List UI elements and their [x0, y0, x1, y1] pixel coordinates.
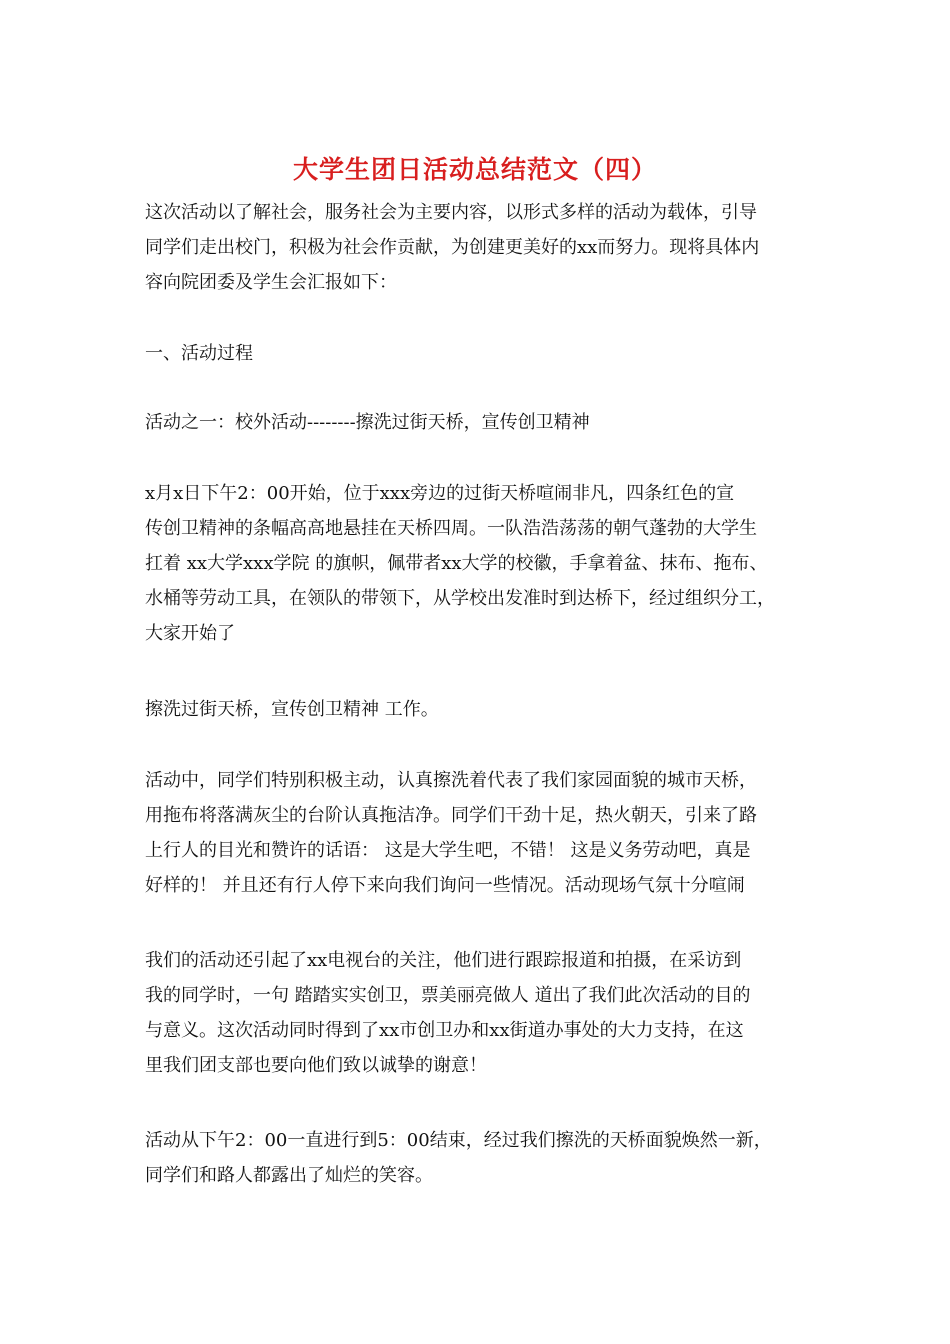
text-line: 容向院团委及学生会汇报如下： — [145, 272, 397, 293]
text-line: 一、活动过程 — [145, 343, 253, 364]
text-line: 与意义。这次活动同时得到了xx市创卫办和xx街道办事处的大力支持，在这 — [145, 1020, 744, 1041]
text-line: 同学们走出校门，积极为社会作贡献，为创建更美好的xx而努力。现将具体内 — [145, 237, 760, 258]
text-line: 擦洗过街天桥，宣传创卫精神 工作。 — [145, 699, 439, 720]
text-line: 传创卫精神的条幅高高地悬挂在天桥四周。一队浩浩荡荡的朝气蓬勃的大学生 — [145, 518, 757, 539]
text-line: 活动中，同学们特别积极主动，认真擦洗着代表了我们家园面貌的城市天桥， — [145, 770, 757, 791]
paragraph-ending — [145, 1123, 835, 1193]
text-line: 大家开始了 — [145, 623, 235, 644]
text-line: 同学们和路人都露出了灿烂的笑容。 — [145, 1165, 433, 1186]
text-line: 活动从下午2：00一直进行到5：00结束，经过我们擦洗的天桥面貌焕然一新， — [145, 1130, 772, 1151]
text-line: 里我们团支部也要向他们致以诚挚的谢意！ — [145, 1055, 487, 1076]
text-line: 好样的！ 并且还有行人停下来向我们询问一些情况。活动现场气氛十分喧闹 — [145, 875, 745, 896]
text-line: 我的同学时，一句 踏踏实实创卫，票美丽亮做人 道出了我们此次活动的目的 — [145, 985, 751, 1006]
activity-heading — [145, 405, 835, 440]
text-line: 我们的活动还引起了xx电视台的关注，他们进行跟踪报道和拍摄，在采访到 — [145, 950, 742, 971]
text-line: 上行人的目光和赞许的话语： 这是大学生吧，不错！ 这是义务劳动吧，真是 — [145, 840, 751, 861]
paragraph-activity-start — [145, 476, 835, 651]
text-line: 扛着 xx大学xxx学院 的旗帜，佩带者xx大学的校徽，手拿着盆、抹布、拖布、 — [145, 553, 768, 574]
section-heading — [145, 336, 835, 371]
text-line: 活动之一：校外活动--------擦洗过街天桥，宣传创卫精神 — [145, 412, 590, 433]
paragraph-work — [145, 692, 835, 727]
paragraph-activity-middle — [145, 763, 835, 903]
text-line: 用拖布将落满灰尘的台阶认真拖洁净。同学们干劲十足，热火朝天，引来了路 — [145, 805, 757, 826]
text-line: x月x日下午2：00开始，位于xxx旁边的过街天桥喧闹非凡，四条红色的宣 — [145, 483, 735, 504]
text-line: 这次活动以了解社会，服务社会为主要内容，以形式多样的活动为载体，引导 — [145, 202, 757, 223]
paragraph-media — [145, 943, 835, 1083]
paragraph-intro — [145, 195, 835, 300]
document-title: 大学生团日活动总结范文（四） — [292, 155, 657, 184]
text-line: 水桶等劳动工具，在领队的带领下，从学校出发准时到达桥下，经过组织分工， — [145, 588, 775, 609]
